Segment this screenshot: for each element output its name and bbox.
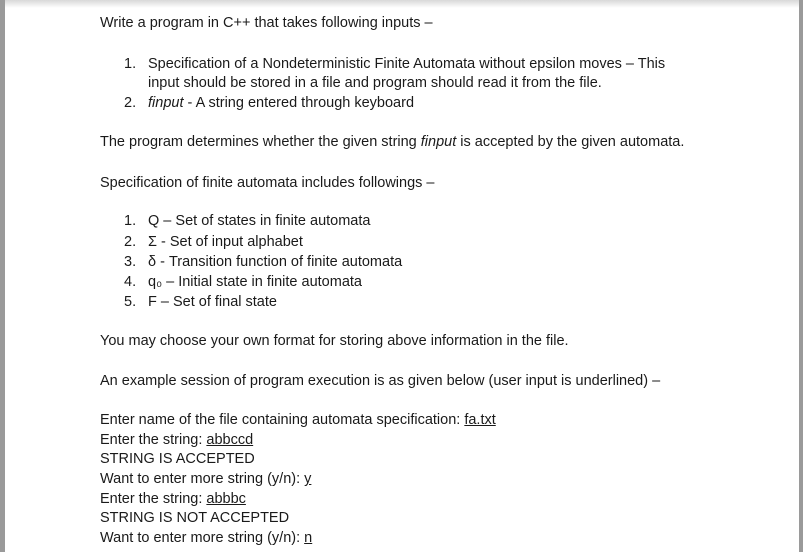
session-line-5-input: abbbc xyxy=(206,491,246,507)
spec-item-3-number: 3. xyxy=(124,254,137,270)
spec-item-1-number: 1. xyxy=(124,213,137,229)
spec-item-5-number: 5. xyxy=(124,294,137,310)
session-line-5 xyxy=(100,490,246,508)
session-line-2-input: abbccd xyxy=(206,432,254,448)
format-note: You may choose your own format for storing above information in the file. xyxy=(100,333,569,349)
determines-before: The program determines whether the given string xyxy=(100,134,421,150)
session-line-1 xyxy=(100,411,496,429)
spec-item-3: δ - Transition function of finite automata xyxy=(148,254,403,270)
intro-text: Write a program in C++ that takes following inputs – xyxy=(100,15,433,31)
session-line-3 xyxy=(100,450,255,468)
session-line-6 xyxy=(100,509,289,527)
spec-item-4: q₀ – Initial state in finite automata xyxy=(148,274,362,290)
finput-name: finput xyxy=(148,95,184,111)
session-line-7 xyxy=(100,529,312,547)
determines-finput: finput xyxy=(420,134,457,150)
session-line-4-prompt: Want to enter more string (y/n): xyxy=(100,471,305,487)
spec-item-1: Q – Set of states in finite automata xyxy=(148,213,371,229)
session-line-7-input: n xyxy=(304,530,313,546)
input-item-1-number: 1. xyxy=(124,56,137,72)
spec-item-5: F – Set of final state xyxy=(148,294,277,310)
determines-after: is accepted by the given automata. xyxy=(456,134,685,150)
spec-intro: Specification of finite automata includes followings – xyxy=(100,175,435,191)
session-line-1-prompt: Enter name of the file containing automata specification: xyxy=(100,412,465,428)
session-line-3-prompt: STRING IS ACCEPTED xyxy=(100,451,255,467)
spec-item-4-number: 4. xyxy=(124,274,137,290)
session-line-4 xyxy=(100,470,311,488)
input-item-1-line2: input should be stored in a file and program should read it from the file. xyxy=(148,75,602,91)
left-border xyxy=(0,0,5,552)
input-item-1-line1: Specification of a Nondeterministic Finite Automata without epsilon moves – This xyxy=(148,56,666,72)
session-line-7-prompt: Want to enter more string (y/n): xyxy=(100,530,305,546)
session-line-2 xyxy=(100,431,253,449)
input-item-2-number: 2. xyxy=(124,95,137,111)
session-line-4-input: y xyxy=(304,471,312,487)
session-line-2-prompt: Enter the string: xyxy=(100,432,207,448)
session-intro: An example session of program execution is as given below (user input is underlined) – xyxy=(100,373,661,389)
spec-item-2: Σ - Set of input alphabet xyxy=(148,234,303,250)
spec-item-2-number: 2. xyxy=(124,234,137,250)
input-item-2-text: - A string entered through keyboard xyxy=(183,95,415,111)
session-line-6-prompt: STRING IS NOT ACCEPTED xyxy=(100,510,290,526)
input-item-2 xyxy=(148,94,414,112)
top-shadow xyxy=(0,0,803,8)
session-line-5-prompt: Enter the string: xyxy=(100,491,207,507)
session-line-1-input: fa.txt xyxy=(464,412,496,428)
right-border xyxy=(799,0,803,552)
determines-paragraph xyxy=(100,133,684,151)
